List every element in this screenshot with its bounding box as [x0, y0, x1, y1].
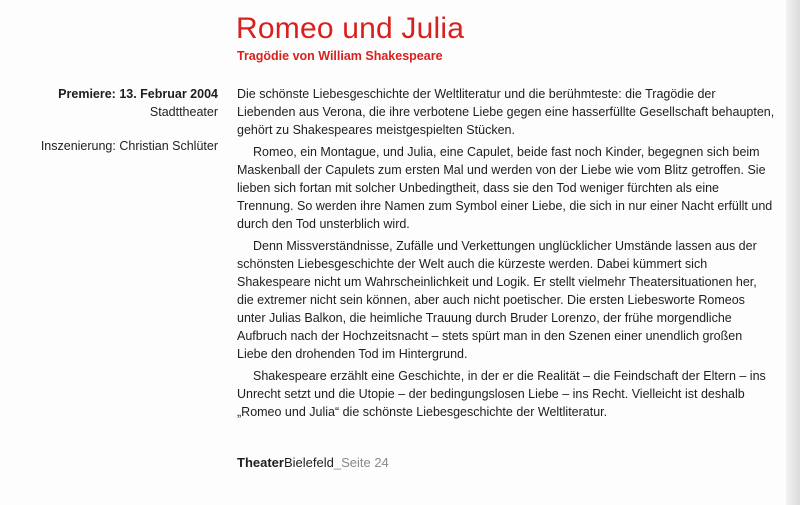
- venue-name: Stadttheater: [149, 105, 218, 119]
- paragraph-2: Romeo, ein Montague, und Julia, eine Capulet, beide fast noch Kinder, begegnen sich beim Maskenball der Capulets zum ersten Mal und werden von der Liebe wie vom Blitz getroffen. Sie lieben sich fortan mit solcher Unbedingtheit, dass sie den Tod weniger fürchten als eine Trennung. So werden ihre Namen zum Symbol einer Liebe, die sich in nur einer Nacht erfüllt und durch den Tod unsterblich wird.: [237, 145, 773, 231]
- play-subtitle: Tragödie von William Shakespeare: [237, 49, 443, 63]
- paragraph-1: Die schönste Liebesgeschichte der Weltliteratur und die berühmteste: die Tragödie der Liebenden aus Verona, die ihre verbotene Liebe gegen eine hasserfüllte Gesellschaft behaupten, gehört zu Shakespeares meistgespielten Stücken.: [237, 87, 775, 137]
- director-credit: Inszenierung: Christian Schlüter: [40, 139, 218, 153]
- credits-column: [20, 85, 218, 155]
- premiere-date: Premiere: 13. Februar 2004: [58, 87, 218, 101]
- paragraph-3: Denn Missverständnisse, Zufälle und Verkettungen unglücklicher Umstände lassen aus der schönsten Liebesgeschichte der Welt auch die kürzeste werden. Dabei kümmert sich Shakespeare nicht um Wahrscheinlichkeit und Logik. Er stellt vielmehr Theatersituationen her, die extremer nicht sein können, aber auch nicht poetischer. Die ersten Liebesworte Romeos unter Julias Balkon, die heimliche Trauung durch Bruder Lorenzo, der frühe morgendliche Aufbruch nach der Hochzeitsnacht – stets spürt man in den Szenen einer unendlich großen Liebe den drohenden Tod im Hintergrund.: [237, 239, 757, 361]
- footer-brand-theater: Theater: [237, 455, 284, 470]
- page-edge-shadow: [786, 0, 800, 505]
- footer-brand-bielefeld: Bielefeld: [283, 455, 334, 470]
- play-title: Romeo und Julia: [236, 12, 465, 45]
- page-footer: [237, 455, 389, 470]
- article-body: [237, 85, 775, 425]
- paragraph-4: Shakespeare erzählt eine Geschichte, in der er die Realität – die Feindschaft der Eltern – ins Unrecht setzt und die Utopie – der bedingungslosen Liebe – ins Recht. Vielleicht ist deshalb „Romeo und Julia“ die schönste Liebesgeschichte der Weltliteratur.: [237, 369, 766, 419]
- footer-page-number: _Seite 24: [333, 455, 389, 470]
